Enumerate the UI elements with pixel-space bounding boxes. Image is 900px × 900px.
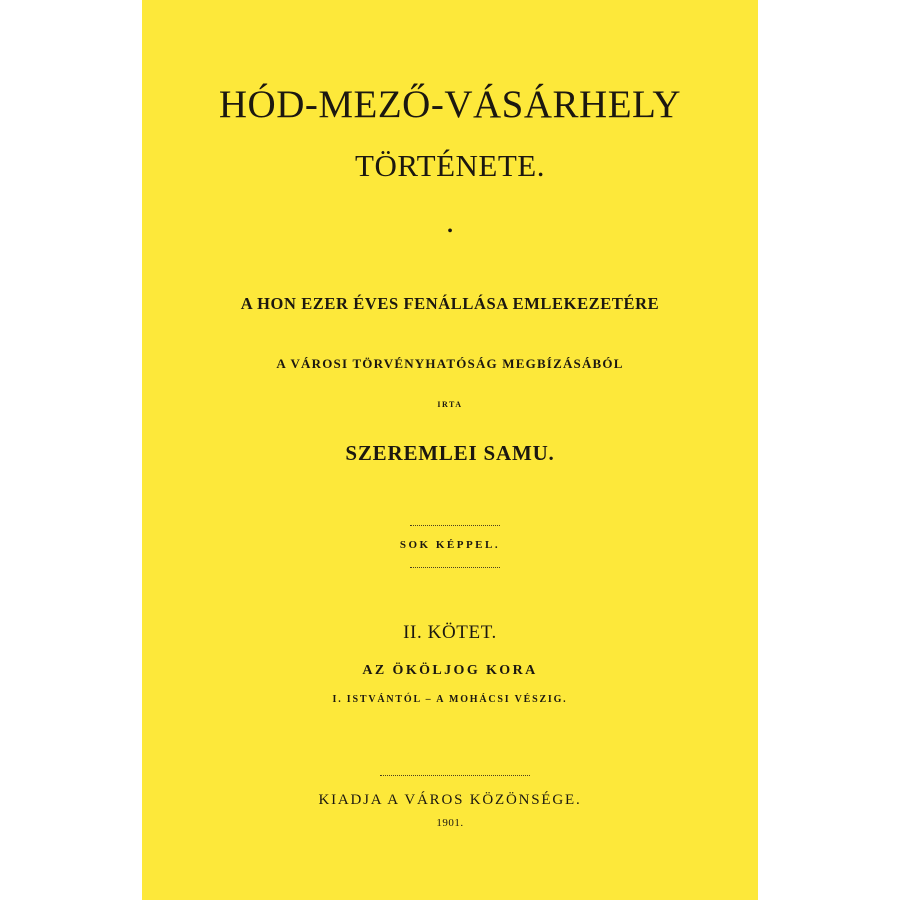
author-name: SZEREMLEI SAMU.: [345, 441, 555, 465]
publisher: KIADJA A VÁROS KÖZÖNSÉGE.: [318, 792, 582, 808]
title-line-1: HÓD-MEZŐ-VÁSÁRHELY: [218, 83, 682, 126]
divider-publisher: [380, 775, 530, 776]
divider-top: [410, 525, 500, 526]
book-cover: [142, 0, 758, 900]
volume-number: II. KÖTET.: [403, 622, 497, 643]
subtitle-2: A VÁROSI TÖRVÉNYHATÓSÁG MEGBÍZÁSÁBÓL: [276, 356, 624, 371]
publication-year: 1901.: [436, 817, 464, 829]
illustrations-note: SOK KÉPPEL.: [399, 539, 501, 551]
divider-bottom: [410, 567, 500, 568]
title-line-2: TÖRTÉNETE.: [355, 148, 545, 183]
written-by-label: IRTA: [437, 400, 463, 409]
subtitle-1: A HON EZER ÉVES FENÁLLÁSA EMLEKEZETÉRE: [240, 294, 660, 313]
volume-range: I. ISTVÁNTÓL – A MOHÁCSI VÉSZIG.: [332, 694, 568, 705]
ornament: •: [447, 223, 453, 240]
volume-title: AZ ÖKÖLJOG KORA: [362, 663, 538, 678]
